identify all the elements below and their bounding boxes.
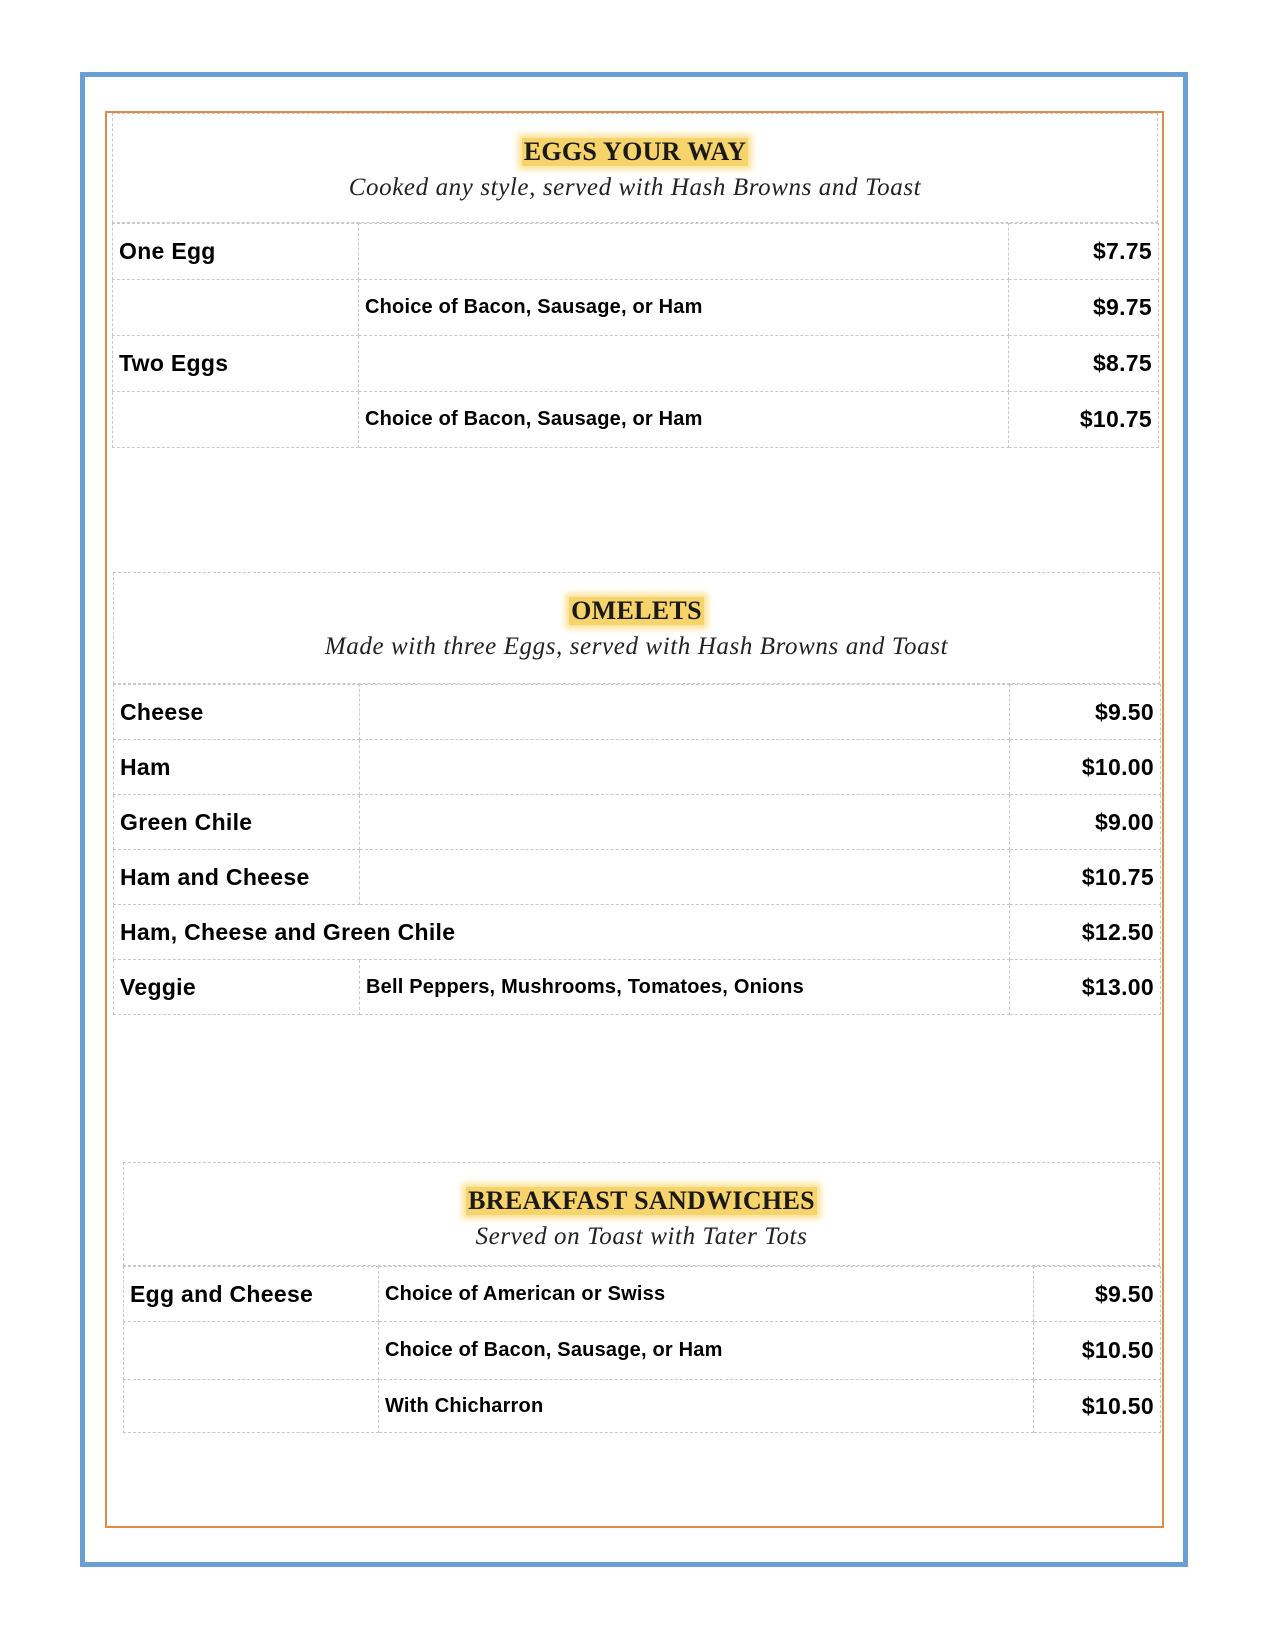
item-description [359,224,1009,280]
section-subtitle: Cooked any style, served with Hash Browns and Toast [348,174,922,201]
item-name [124,1322,379,1380]
item-name: Green Chile [114,795,360,850]
item-name: Egg and Cheese [124,1267,379,1322]
item-description: Bell Peppers, Mushrooms, Tomatoes, Onions [360,960,1010,1015]
item-price: $10.75 [1010,850,1161,905]
item-name: Ham, Cheese and Green Chile [114,905,1010,960]
item-price: $9.50 [1034,1267,1161,1322]
menu-table [123,1266,1161,1433]
section-breakfast-sandwiches [123,1162,1160,1433]
table-row [124,1267,1161,1322]
item-name [113,392,359,448]
item-price: $13.00 [1010,960,1161,1015]
table-row [113,224,1159,280]
section-omelets [113,572,1160,1015]
section-title: EGGS YOUR WAY [523,137,747,166]
section-title: OMELETS [571,596,702,625]
table-row [113,280,1159,336]
table-row [114,960,1161,1015]
table-row [114,685,1161,740]
section-eggs-your-way [112,113,1158,448]
item-price: $10.75 [1009,392,1159,448]
item-price: $10.00 [1010,740,1161,795]
item-name: One Egg [113,224,359,280]
item-name [124,1380,379,1433]
table-row [113,392,1159,448]
item-price: $7.75 [1009,224,1159,280]
item-name: Veggie [114,960,360,1015]
item-description: Choice of Bacon, Sausage, or Ham [359,392,1009,448]
item-description [360,685,1010,740]
section-header [112,113,1158,223]
item-description: Choice of American or Swiss [379,1267,1034,1322]
menu-table [113,684,1161,1015]
item-description [360,795,1010,850]
section-header [113,572,1160,684]
item-name: Ham [114,740,360,795]
item-price: $9.50 [1010,685,1161,740]
item-description [360,850,1010,905]
section-subtitle: Served on Toast with Tater Tots [475,1223,808,1250]
item-price: $10.50 [1034,1322,1161,1380]
section-subtitle: Made with three Eggs, served with Hash Browns and Toast [324,633,949,660]
item-description [359,336,1009,392]
item-name: Cheese [114,685,360,740]
item-name: Ham and Cheese [114,850,360,905]
item-name: Two Eggs [113,336,359,392]
table-row [114,905,1161,960]
item-price: $9.00 [1010,795,1161,850]
table-row [114,740,1161,795]
item-price: $12.50 [1010,905,1161,960]
item-description: Choice of Bacon, Sausage, or Ham [359,280,1009,336]
table-row [114,850,1161,905]
item-price: $8.75 [1009,336,1159,392]
item-price: $10.50 [1034,1380,1161,1433]
table-row [113,336,1159,392]
table-row [114,795,1161,850]
table-row [124,1380,1161,1433]
item-price: $9.75 [1009,280,1159,336]
section-title: BREAKFAST SANDWICHES [468,1186,815,1215]
table-row [124,1322,1161,1380]
section-header [123,1162,1160,1266]
menu-table [112,223,1159,448]
item-description: Choice of Bacon, Sausage, or Ham [379,1322,1034,1380]
item-description: With Chicharron [379,1380,1034,1433]
item-name [113,280,359,336]
item-description [360,740,1010,795]
